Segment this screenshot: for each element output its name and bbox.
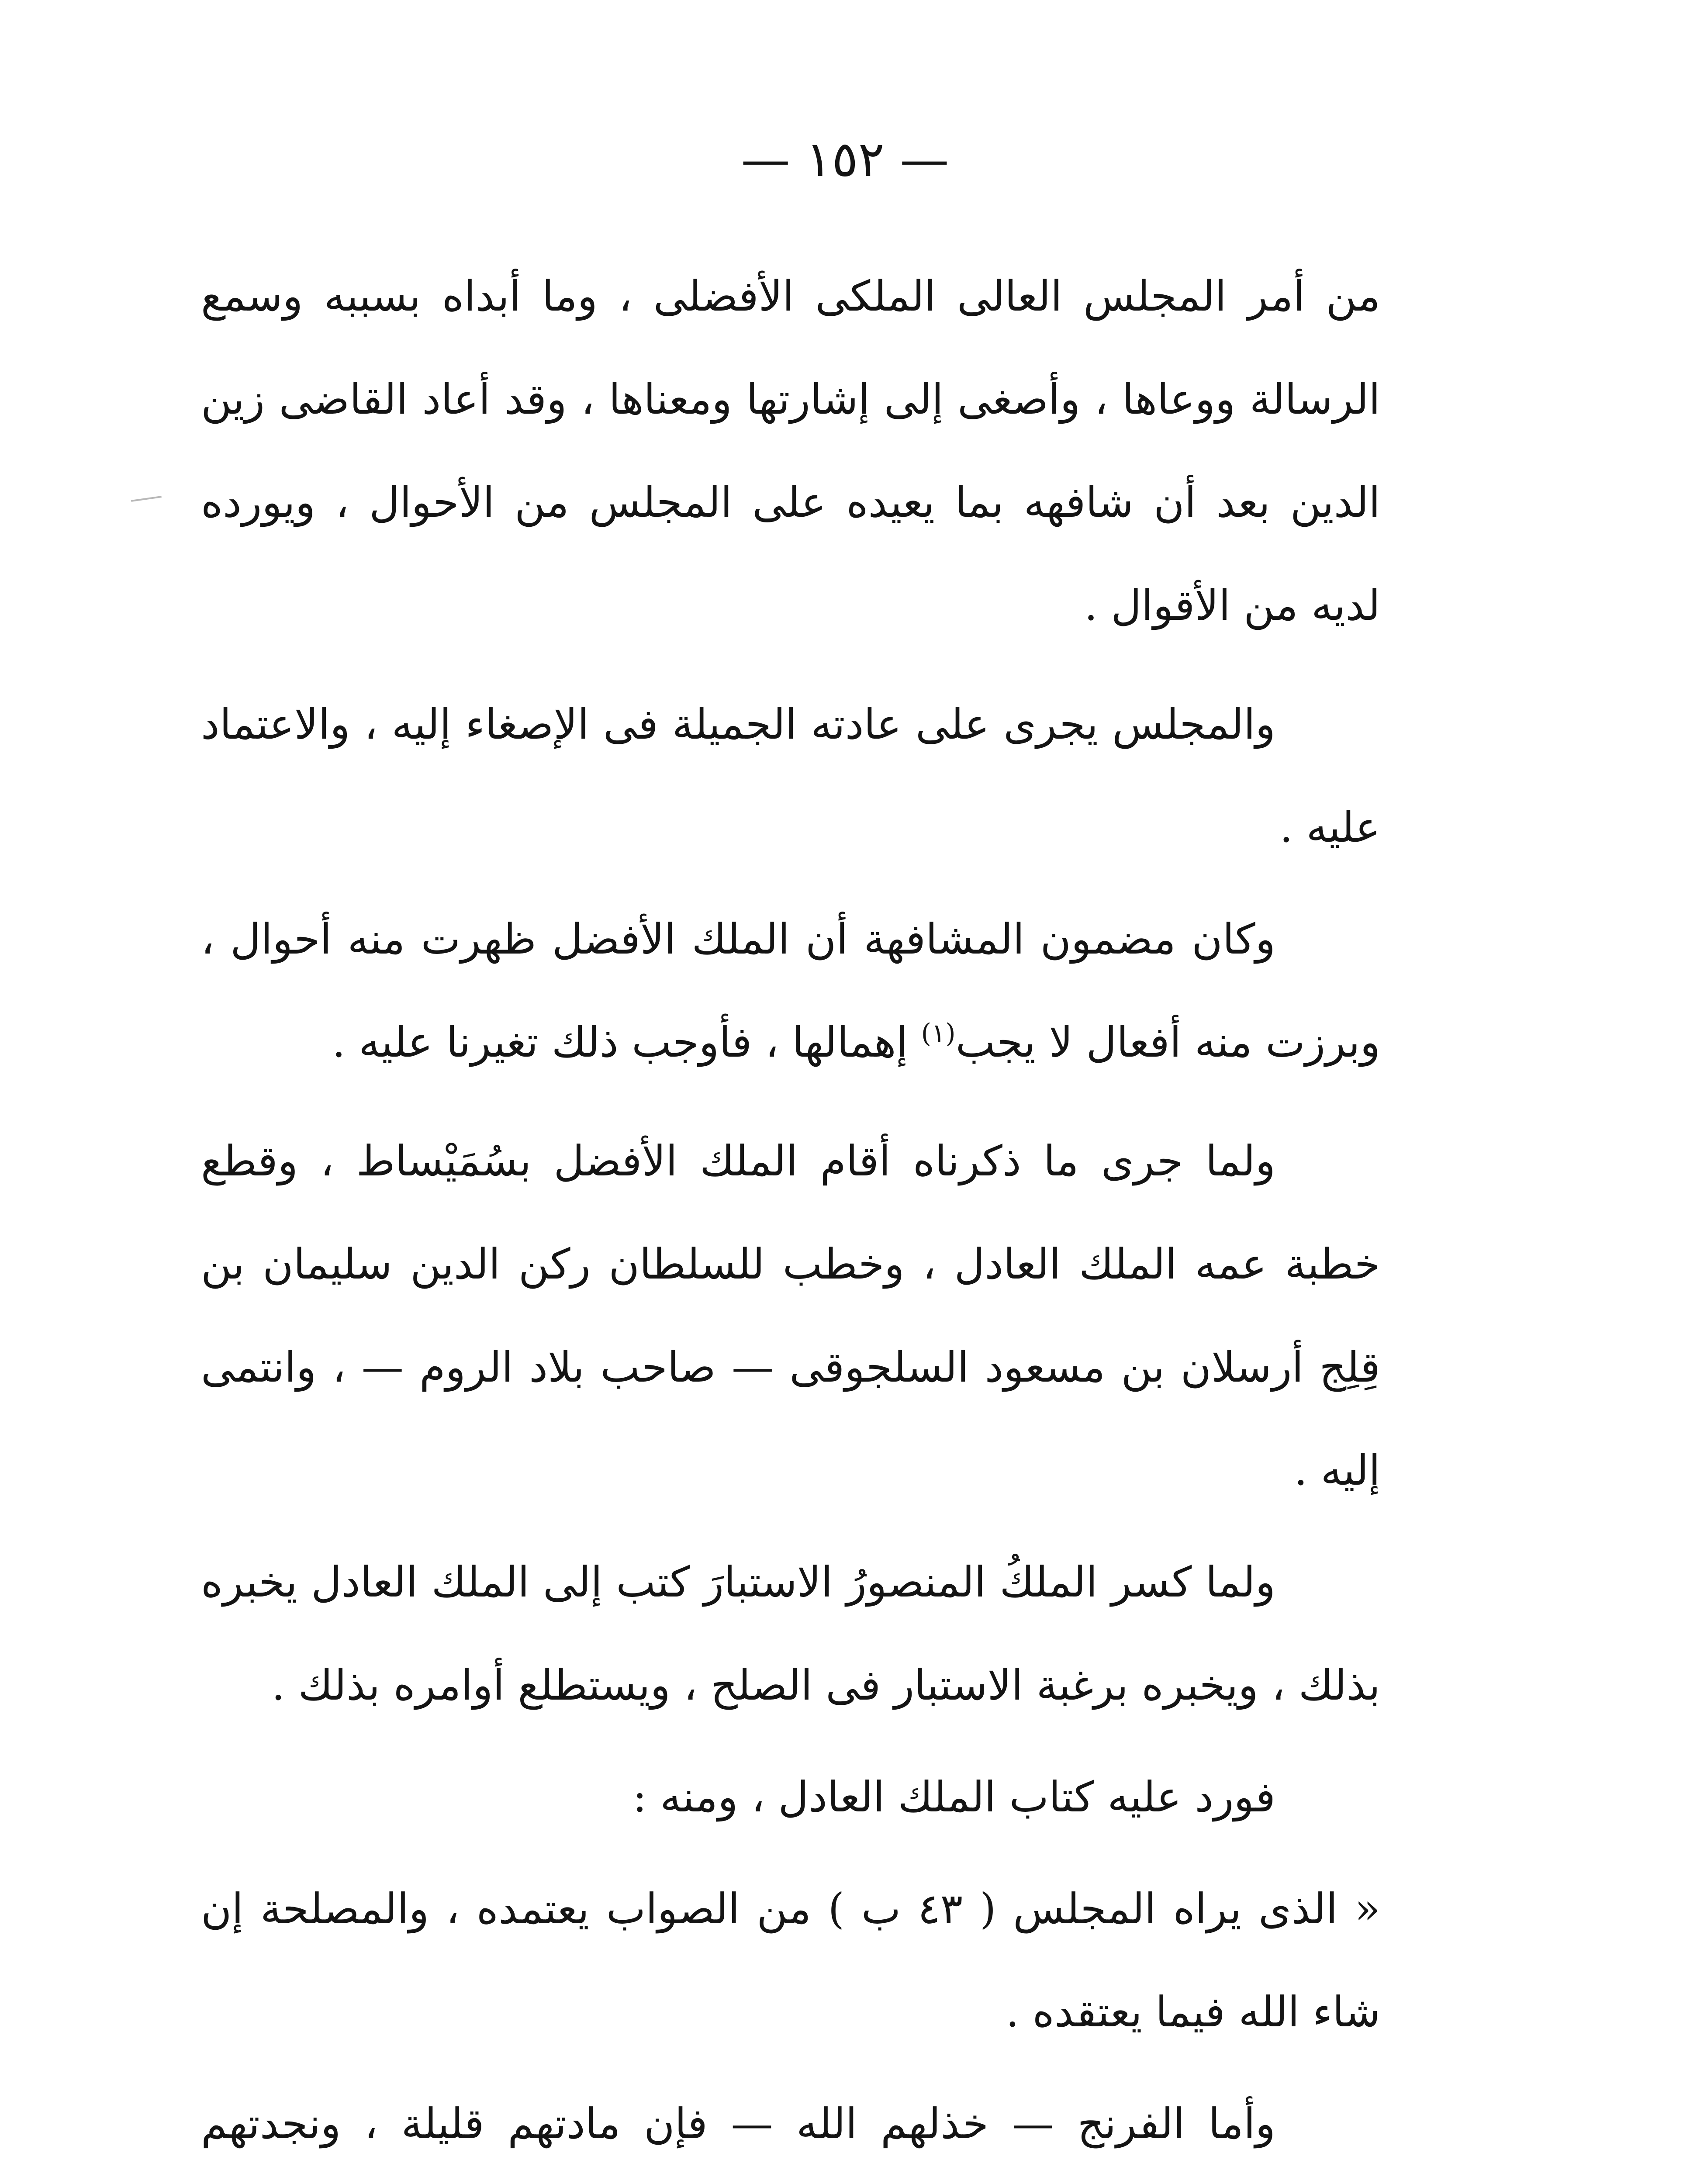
paragraph-text: إهمالها ، فأوجب ذلك تغيرنا عليه .	[332, 1018, 921, 1067]
body-text	[201, 245, 1380, 2184]
page-number: — ١٥٢ —	[741, 131, 949, 188]
paragraph	[201, 673, 1380, 879]
paragraph	[201, 2072, 1380, 2184]
paragraph-text: ولما كسر الملكُ المنصورُ الاستبارَ كتب إلى الملك العادل يخبره بذلك ، ويخبره برغبة الاستبار فى الصلح ، ويستطلع أوامره بذلك .	[201, 1558, 1380, 1710]
quote-paragraph	[201, 1857, 1380, 2063]
paragraph	[201, 245, 1380, 657]
paragraph-text: ولما جرى ما ذكرناه أقام الملك الأفضل بسُمَيْساط ، وقطع خطبة عمه الملك العادل ، وخطب للسلطان ركن الدين سليمان بن قِلِج أرسلان بن مسعود السلجوقى — صاحب بلاد الروم — ، وانتمى إليه .	[201, 1137, 1380, 1495]
paragraph-text: وكان مضمون المشافهة أن الملك الأفضل ظهرت منه أحوال ، وبرزت منه أفعال لا يجب	[201, 915, 1380, 1067]
paragraph-text: وأما الفرنج — خذلهم الله — فإن مادتهم قليلة ، ونجدتهم	[201, 2099, 1275, 2148]
paragraph	[201, 888, 1380, 1094]
paragraph	[201, 1109, 1380, 1522]
paragraph-text: « الذى يراه المجلس ( ٤٣ ب ) من الصواب يعتمده ، والمصلحة إن شاء الله فيما يعتقده .	[201, 1884, 1381, 2036]
paragraph-text: من أمر المجلس العالى الملكى الأفضلى ، وما أبداه بسببه وسمع الرسالة ووعاها ، وأصغى إلى إشارتها ومعناها ، وقد أعاد القاضى زين الدين بعد أن شافهه بما يعيده على المجلس من الأحوال ، ويورده لديه من الأقوال .	[201, 272, 1381, 630]
margin-mark	[131, 496, 162, 502]
paragraph-text: فورد عليه كتاب الملك العادل ، ومنه :	[632, 1773, 1275, 1821]
footnote-reference: (١)	[921, 1018, 956, 1049]
paragraph-text: والمجلس يجرى على عادته الجميلة فى الإصغاء إليه ، والاعتماد عليه .	[201, 700, 1380, 852]
paragraph	[201, 1531, 1380, 1737]
paragraph	[201, 1745, 1380, 1849]
